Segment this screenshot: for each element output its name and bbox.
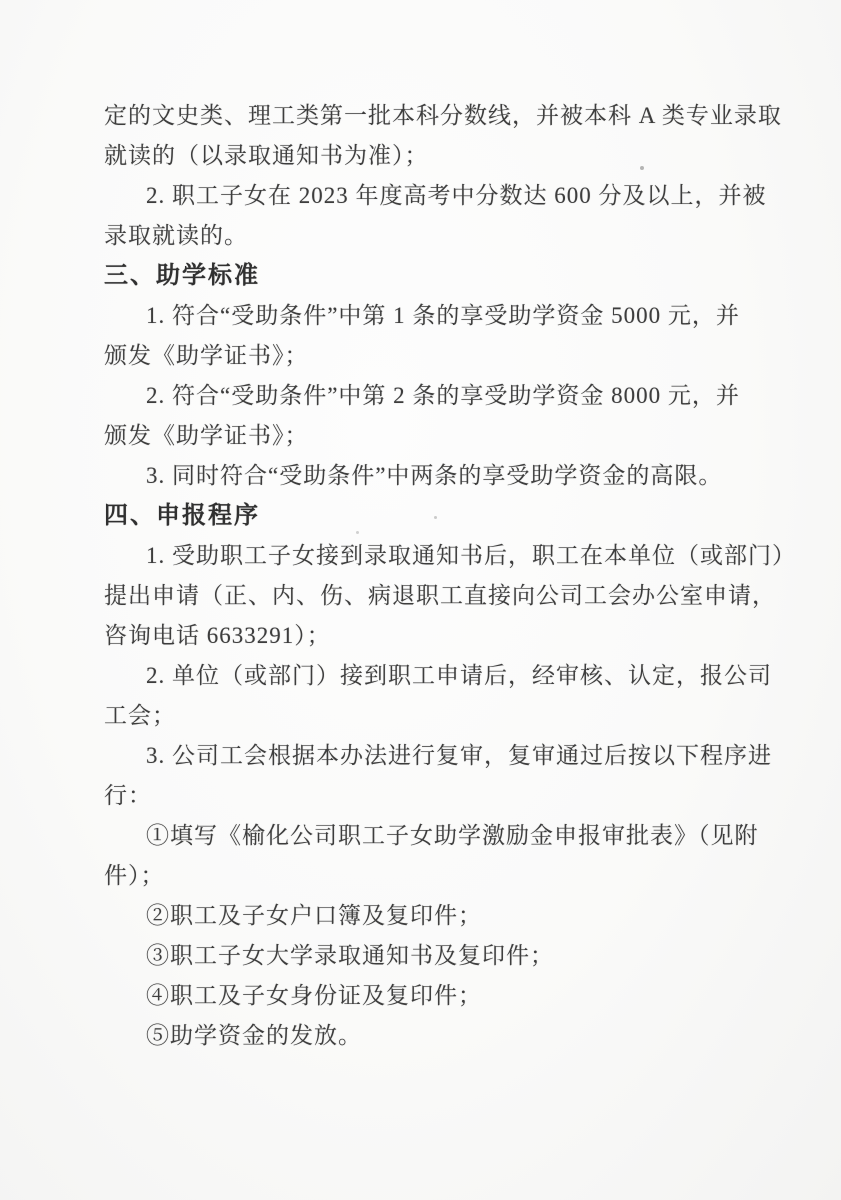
document-line: 3. 同时符合“受助条件”中两条的享受助学资金的高限。 <box>146 463 723 488</box>
document-line: 1. 符合“受助条件”中第 1 条的享受助学资金 5000 元，并 <box>146 303 740 328</box>
document-line: 工会； <box>104 703 176 728</box>
document-line: ④职工及子女身份证及复印件； <box>146 983 482 1008</box>
document-line: 定的文史类、理工类第一批本科分数线，并被本科 A 类专业录取 <box>104 103 782 128</box>
document-line: 1. 受助职工子女接到录取通知书后，职工在本单位（或部门） <box>146 543 796 568</box>
document-line: 咨询电话 6633291）； <box>104 623 331 648</box>
section-heading-application-procedure: 四、申报程序 <box>104 503 260 529</box>
document-line: 2. 职工子女在 2023 年度高考中分数达 600 分及以上，并被 <box>146 183 767 208</box>
document-line: 提出申请（正、内、伤、病退职工直接向公司工会办公室申请， <box>104 583 776 608</box>
document-body <box>104 96 796 1056</box>
document-line: 2. 符合“受助条件”中第 2 条的享受助学资金 8000 元，并 <box>146 383 740 408</box>
document-line: 3. 公司工会根据本办法进行复审，复审通过后按以下程序进 <box>146 743 772 768</box>
document-line: 行： <box>104 783 152 808</box>
scan-speck <box>356 531 359 534</box>
scan-speck <box>434 516 437 519</box>
document-line: ②职工及子女户口簿及复印件； <box>146 903 482 928</box>
document-line: ③职工子女大学录取通知书及复印件； <box>146 943 554 968</box>
document-line: ⑤助学资金的发放。 <box>146 1023 362 1048</box>
document-line: 就读的（以录取通知书为准）； <box>104 143 429 168</box>
document-line: ①填写《榆化公司职工子女助学激励金申报审批表》（见附 <box>146 823 759 848</box>
document-line: 颁发《助学证书》； <box>104 423 309 448</box>
document-line: 2. 单位（或部门）接到职工申请后，经审核、认定，报公司 <box>146 663 772 688</box>
document-line: 颁发《助学证书》； <box>104 343 309 368</box>
scan-speck <box>640 166 644 170</box>
section-heading-aid-standard: 三、助学标准 <box>104 263 260 289</box>
document-line: 件）； <box>104 863 165 888</box>
document-line: 录取就读的。 <box>104 223 248 248</box>
